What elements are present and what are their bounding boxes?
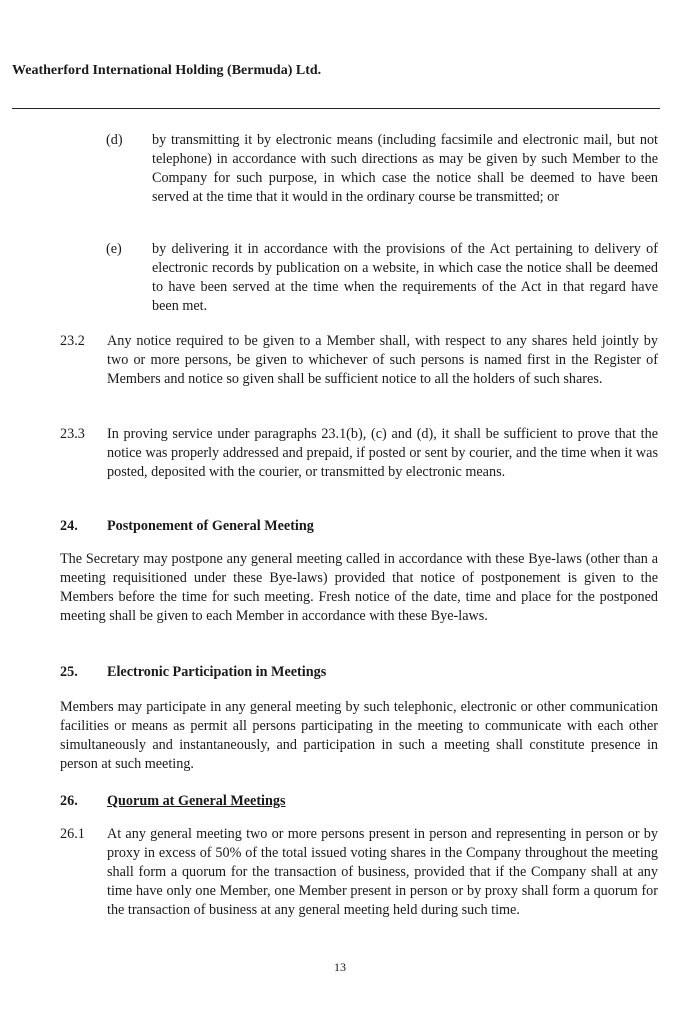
page-number: 13 — [334, 960, 346, 974]
clause-text: At any general meeting two or more persons present in person and representing in person or by proxy in excess of 50% of the total issued voting shares in the Company throughout the meeting shall form a quorum for the transaction of business, provided that if the Company shall at any time have only one Member, one Member present in person or by proxy shall form a quorum for the transaction of business at any general meeting held during such time. — [107, 826, 658, 918]
section-body-25: Members may participate in any general meeting by such telephonic, electronic or other communication facilities or means as permit all persons participating in the meeting to communicate with each other simultaneously and instantaneously, and participation in such a meeting shall constitute presence in person at such meeting. — [60, 699, 658, 772]
subclause-label: (e) — [106, 241, 122, 257]
subclause-text: by delivering it in accordance with the provisions of the Act pertaining to delivery of electronic records by publication on a website, in which case the notice shall be deemed to have been served at the time when the requirements of the Act in that regard have been met. — [152, 241, 658, 314]
subclause-text: by transmitting it by electronic means (including facsimile and electronic mail, but not telephone) in accordance with such directions as may be given by such Member to the Company for such purpose, in which case the notice shall be deemed to have been served at the time that it would in the ordinary course be transmitted; or — [152, 132, 658, 205]
section-number: 25. — [60, 664, 78, 680]
clause-text: In proving service under paragraphs 23.1(b), (c) and (d), it shall be sufficient to prove that the notice was properly addressed and prepaid, if posted or sent by courier, and the time when it was posted, deposited with the courier, or transmitted by electronic means. — [107, 426, 658, 480]
subclause-d — [106, 131, 658, 207]
subclause-e — [106, 240, 658, 316]
section-body-24: The Secretary may postpone any general meeting called in accordance with these Bye-laws (other than a meeting requisitioned under these Bye-laws) provided that notice of postponement is given to the Members before the time for such meeting. Fresh notice of the date, time and place for the postponed meeting shall be given to each Member in accordance with these Bye-laws. — [60, 551, 658, 624]
clause-26-1 — [60, 825, 658, 920]
company-header: Weatherford International Holding (Bermuda) Ltd. — [12, 63, 322, 78]
section-title: Electronic Participation in Meetings — [107, 664, 327, 680]
clause-text: Any notice required to be given to a Member shall, with respect to any shares held jointly by two or more persons, be given to whichever of such persons is named first in the Register of Members and notice so given shall be sufficient notice to all the holders of such shares. — [107, 333, 658, 387]
section-heading-24 — [60, 517, 658, 536]
section-title: Postponement of General Meeting — [107, 518, 314, 534]
section-number: 24. — [60, 518, 78, 534]
section-number: 26. — [60, 793, 78, 809]
section-heading-25 — [60, 663, 658, 682]
clause-number: 23.2 — [60, 333, 85, 349]
section-title: Quorum at General Meetings — [107, 793, 286, 809]
section-heading-26 — [60, 792, 658, 811]
clause-23-2 — [60, 332, 658, 389]
clause-number: 26.1 — [60, 826, 85, 842]
header-divider — [12, 108, 660, 109]
clause-23-3 — [60, 425, 658, 482]
clause-number: 23.3 — [60, 426, 85, 442]
subclause-label: (d) — [106, 132, 123, 148]
